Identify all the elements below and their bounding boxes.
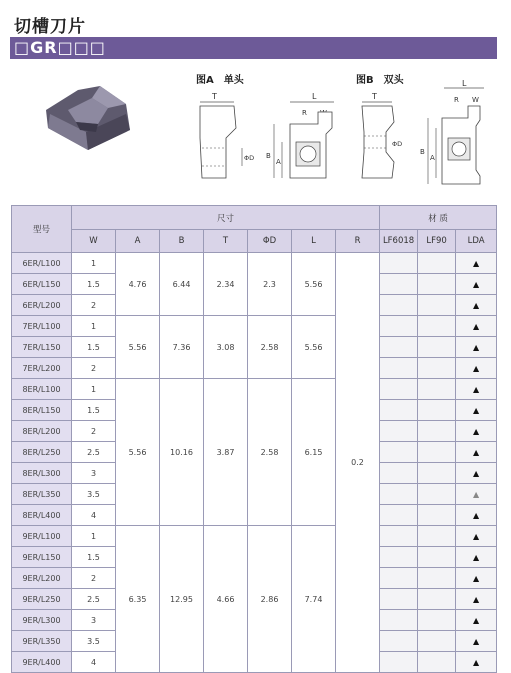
lf90-cell xyxy=(418,400,456,421)
l-cell: 5.56 xyxy=(292,316,336,379)
lda-cell xyxy=(456,295,497,316)
triangle-icon: ▲ xyxy=(473,594,480,604)
lda-cell xyxy=(456,484,497,505)
header-col-t: T xyxy=(204,230,248,253)
svg-text:B: B xyxy=(266,152,271,160)
lf90-cell xyxy=(418,274,456,295)
w-cell: 1 xyxy=(72,253,116,274)
lda-cell xyxy=(456,463,497,484)
lf6018-cell xyxy=(380,568,418,589)
a-cell: 5.56 xyxy=(116,379,160,526)
model-cell: 7ER/L200 xyxy=(12,358,72,379)
header-mat-lf90: LF90 xyxy=(418,230,456,253)
lf90-cell xyxy=(418,442,456,463)
svg-text:A: A xyxy=(430,154,435,162)
lf6018-cell xyxy=(380,505,418,526)
model-cell: 8ER/L100 xyxy=(12,379,72,400)
w-cell: 3 xyxy=(72,463,116,484)
triangle-icon: ▲ xyxy=(473,384,480,394)
triangle-icon: ▲ xyxy=(473,258,480,268)
a-cell: 5.56 xyxy=(116,316,160,379)
model-cell: 9ER/L250 xyxy=(12,589,72,610)
lf90-cell xyxy=(418,652,456,673)
header-col-r: R xyxy=(336,230,380,253)
b-cell: 12.95 xyxy=(160,526,204,673)
triangle-icon: ▲ xyxy=(473,489,480,499)
lf6018-cell xyxy=(380,631,418,652)
w-cell: 2 xyxy=(72,568,116,589)
lf6018-cell xyxy=(380,421,418,442)
lda-cell xyxy=(456,442,497,463)
model-cell: 6ER/L100 xyxy=(12,253,72,274)
l-cell: 7.74 xyxy=(292,526,336,673)
product-code-band: □GR□□□ xyxy=(10,37,497,59)
lf90-cell xyxy=(418,631,456,652)
figure-a-side-drawing xyxy=(190,86,260,196)
header-col-b: B xyxy=(160,230,204,253)
header-col-l: L xyxy=(292,230,336,253)
svg-text:W: W xyxy=(472,96,479,104)
t-cell: 4.66 xyxy=(204,526,248,673)
a-cell: 6.35 xyxy=(116,526,160,673)
lf6018-cell xyxy=(380,379,418,400)
lda-cell xyxy=(456,631,497,652)
svg-text:R: R xyxy=(302,109,307,117)
lf90-cell xyxy=(418,316,456,337)
lf90-cell xyxy=(418,295,456,316)
lf6018-cell xyxy=(380,484,418,505)
model-cell: 8ER/L400 xyxy=(12,505,72,526)
lf90-cell xyxy=(418,484,456,505)
lf90-cell xyxy=(418,379,456,400)
triangle-icon: ▲ xyxy=(473,615,480,625)
w-cell: 2 xyxy=(72,295,116,316)
lf6018-cell xyxy=(380,610,418,631)
figure-area xyxy=(0,60,511,200)
lf6018-cell xyxy=(380,295,418,316)
header-col-d: ΦD xyxy=(248,230,292,253)
model-cell: 8ER/L350 xyxy=(12,484,72,505)
lda-cell xyxy=(456,316,497,337)
lda-cell xyxy=(456,568,497,589)
header-material: 材 质 xyxy=(380,206,497,230)
insert-photo xyxy=(38,80,138,162)
header-col-w: W xyxy=(72,230,116,253)
figure-a-label: 图A 单头 xyxy=(196,75,244,86)
model-cell: 7ER/L150 xyxy=(12,337,72,358)
model-cell: 9ER/L150 xyxy=(12,547,72,568)
w-cell: 1.5 xyxy=(72,274,116,295)
w-cell: 1 xyxy=(72,379,116,400)
model-cell: 9ER/L100 xyxy=(12,526,72,547)
spec-table-body xyxy=(12,253,497,673)
svg-text:L: L xyxy=(462,79,467,88)
l-cell: 5.56 xyxy=(292,253,336,316)
triangle-icon: ▲ xyxy=(473,363,480,373)
header-mat-lf6018: LF6018 xyxy=(380,230,418,253)
lda-cell xyxy=(456,610,497,631)
model-cell: 8ER/L250 xyxy=(12,442,72,463)
lf6018-cell xyxy=(380,358,418,379)
lf90-cell xyxy=(418,463,456,484)
lf6018-cell xyxy=(380,652,418,673)
svg-text:T: T xyxy=(212,92,217,101)
a-cell: 4.76 xyxy=(116,253,160,316)
triangle-icon: ▲ xyxy=(473,342,480,352)
w-cell: 3.5 xyxy=(72,484,116,505)
triangle-icon: ▲ xyxy=(473,426,480,436)
lda-cell xyxy=(456,400,497,421)
figure-b-label: 图B 双头 xyxy=(356,75,404,86)
d-cell: 2.58 xyxy=(248,379,292,526)
lf90-cell xyxy=(418,589,456,610)
page-title: 切槽刀片 xyxy=(14,17,86,37)
lda-cell xyxy=(456,253,497,274)
model-cell: 8ER/L300 xyxy=(12,463,72,484)
t-cell: 2.34 xyxy=(204,253,248,316)
lda-cell xyxy=(456,589,497,610)
w-cell: 3.5 xyxy=(72,631,116,652)
lf90-cell xyxy=(418,568,456,589)
lf90-cell xyxy=(418,505,456,526)
figure-b-side-drawing xyxy=(352,86,412,196)
model-cell: 9ER/L350 xyxy=(12,631,72,652)
spec-table xyxy=(11,205,497,673)
lf90-cell xyxy=(418,253,456,274)
svg-text:ΦD: ΦD xyxy=(392,140,403,148)
lf90-cell xyxy=(418,421,456,442)
t-cell: 3.08 xyxy=(204,316,248,379)
svg-text:T: T xyxy=(372,92,377,101)
b-cell: 6.44 xyxy=(160,253,204,316)
triangle-icon: ▲ xyxy=(473,468,480,478)
model-cell: 9ER/L300 xyxy=(12,610,72,631)
l-cell: 6.15 xyxy=(292,379,336,526)
w-cell: 1.5 xyxy=(72,547,116,568)
table-row xyxy=(12,526,497,547)
triangle-icon: ▲ xyxy=(473,636,480,646)
triangle-icon: ▲ xyxy=(473,531,480,541)
svg-text:A: A xyxy=(276,158,281,166)
model-cell: 8ER/L200 xyxy=(12,421,72,442)
model-cell: 6ER/L150 xyxy=(12,274,72,295)
w-cell: 2 xyxy=(72,358,116,379)
t-cell: 3.87 xyxy=(204,379,248,526)
header-model: 型号 xyxy=(12,206,72,253)
lda-cell xyxy=(456,337,497,358)
w-cell: 1 xyxy=(72,526,116,547)
r-cell: 0.2 xyxy=(336,253,380,673)
lf6018-cell xyxy=(380,589,418,610)
d-cell: 2.58 xyxy=(248,316,292,379)
b-cell: 10.16 xyxy=(160,379,204,526)
model-cell: 9ER/L400 xyxy=(12,652,72,673)
w-cell: 1.5 xyxy=(72,337,116,358)
lf90-cell xyxy=(418,610,456,631)
header-mat-lda: LDA xyxy=(456,230,497,253)
lf90-cell xyxy=(418,337,456,358)
triangle-icon: ▲ xyxy=(473,279,480,289)
w-cell: 2.5 xyxy=(72,589,116,610)
w-cell: 3 xyxy=(72,610,116,631)
lf6018-cell xyxy=(380,253,418,274)
lda-cell xyxy=(456,505,497,526)
lf90-cell xyxy=(418,526,456,547)
triangle-icon: ▲ xyxy=(473,321,480,331)
lf90-cell xyxy=(418,547,456,568)
lda-cell xyxy=(456,358,497,379)
lf6018-cell xyxy=(380,316,418,337)
d-cell: 2.3 xyxy=(248,253,292,316)
lf6018-cell xyxy=(380,400,418,421)
model-cell: 7ER/L100 xyxy=(12,316,72,337)
w-cell: 1.5 xyxy=(72,400,116,421)
lf6018-cell xyxy=(380,442,418,463)
lda-cell xyxy=(456,421,497,442)
b-cell: 7.36 xyxy=(160,316,204,379)
lf6018-cell xyxy=(380,547,418,568)
lf90-cell xyxy=(418,358,456,379)
svg-text:ΦD: ΦD xyxy=(244,154,255,162)
triangle-icon: ▲ xyxy=(473,300,480,310)
w-cell: 1 xyxy=(72,316,116,337)
lda-cell xyxy=(456,526,497,547)
lf6018-cell xyxy=(380,463,418,484)
model-cell: 9ER/L200 xyxy=(12,568,72,589)
header-col-a: A xyxy=(116,230,160,253)
triangle-icon: ▲ xyxy=(473,510,480,520)
header-dims: 尺寸 xyxy=(72,206,380,230)
lf6018-cell xyxy=(380,526,418,547)
model-cell: 8ER/L150 xyxy=(12,400,72,421)
lf6018-cell xyxy=(380,274,418,295)
lda-cell xyxy=(456,547,497,568)
w-cell: 2.5 xyxy=(72,442,116,463)
triangle-icon: ▲ xyxy=(473,573,480,583)
triangle-icon: ▲ xyxy=(473,447,480,457)
w-cell: 4 xyxy=(72,505,116,526)
lda-cell xyxy=(456,274,497,295)
figure-b-front-drawing xyxy=(418,78,498,196)
triangle-icon: ▲ xyxy=(473,552,480,562)
lda-cell xyxy=(456,379,497,400)
svg-text:B: B xyxy=(420,148,425,156)
table-row xyxy=(12,316,497,337)
svg-text:L: L xyxy=(312,92,317,101)
d-cell: 2.86 xyxy=(248,526,292,673)
table-row xyxy=(12,379,497,400)
figure-a-front-drawing xyxy=(262,90,352,196)
svg-text:R: R xyxy=(454,96,459,104)
w-cell: 4 xyxy=(72,652,116,673)
lf6018-cell xyxy=(380,337,418,358)
w-cell: 2 xyxy=(72,421,116,442)
model-cell: 6ER/L200 xyxy=(12,295,72,316)
lda-cell xyxy=(456,652,497,673)
table-row xyxy=(12,253,497,274)
triangle-icon: ▲ xyxy=(473,405,480,415)
triangle-icon: ▲ xyxy=(473,657,480,667)
